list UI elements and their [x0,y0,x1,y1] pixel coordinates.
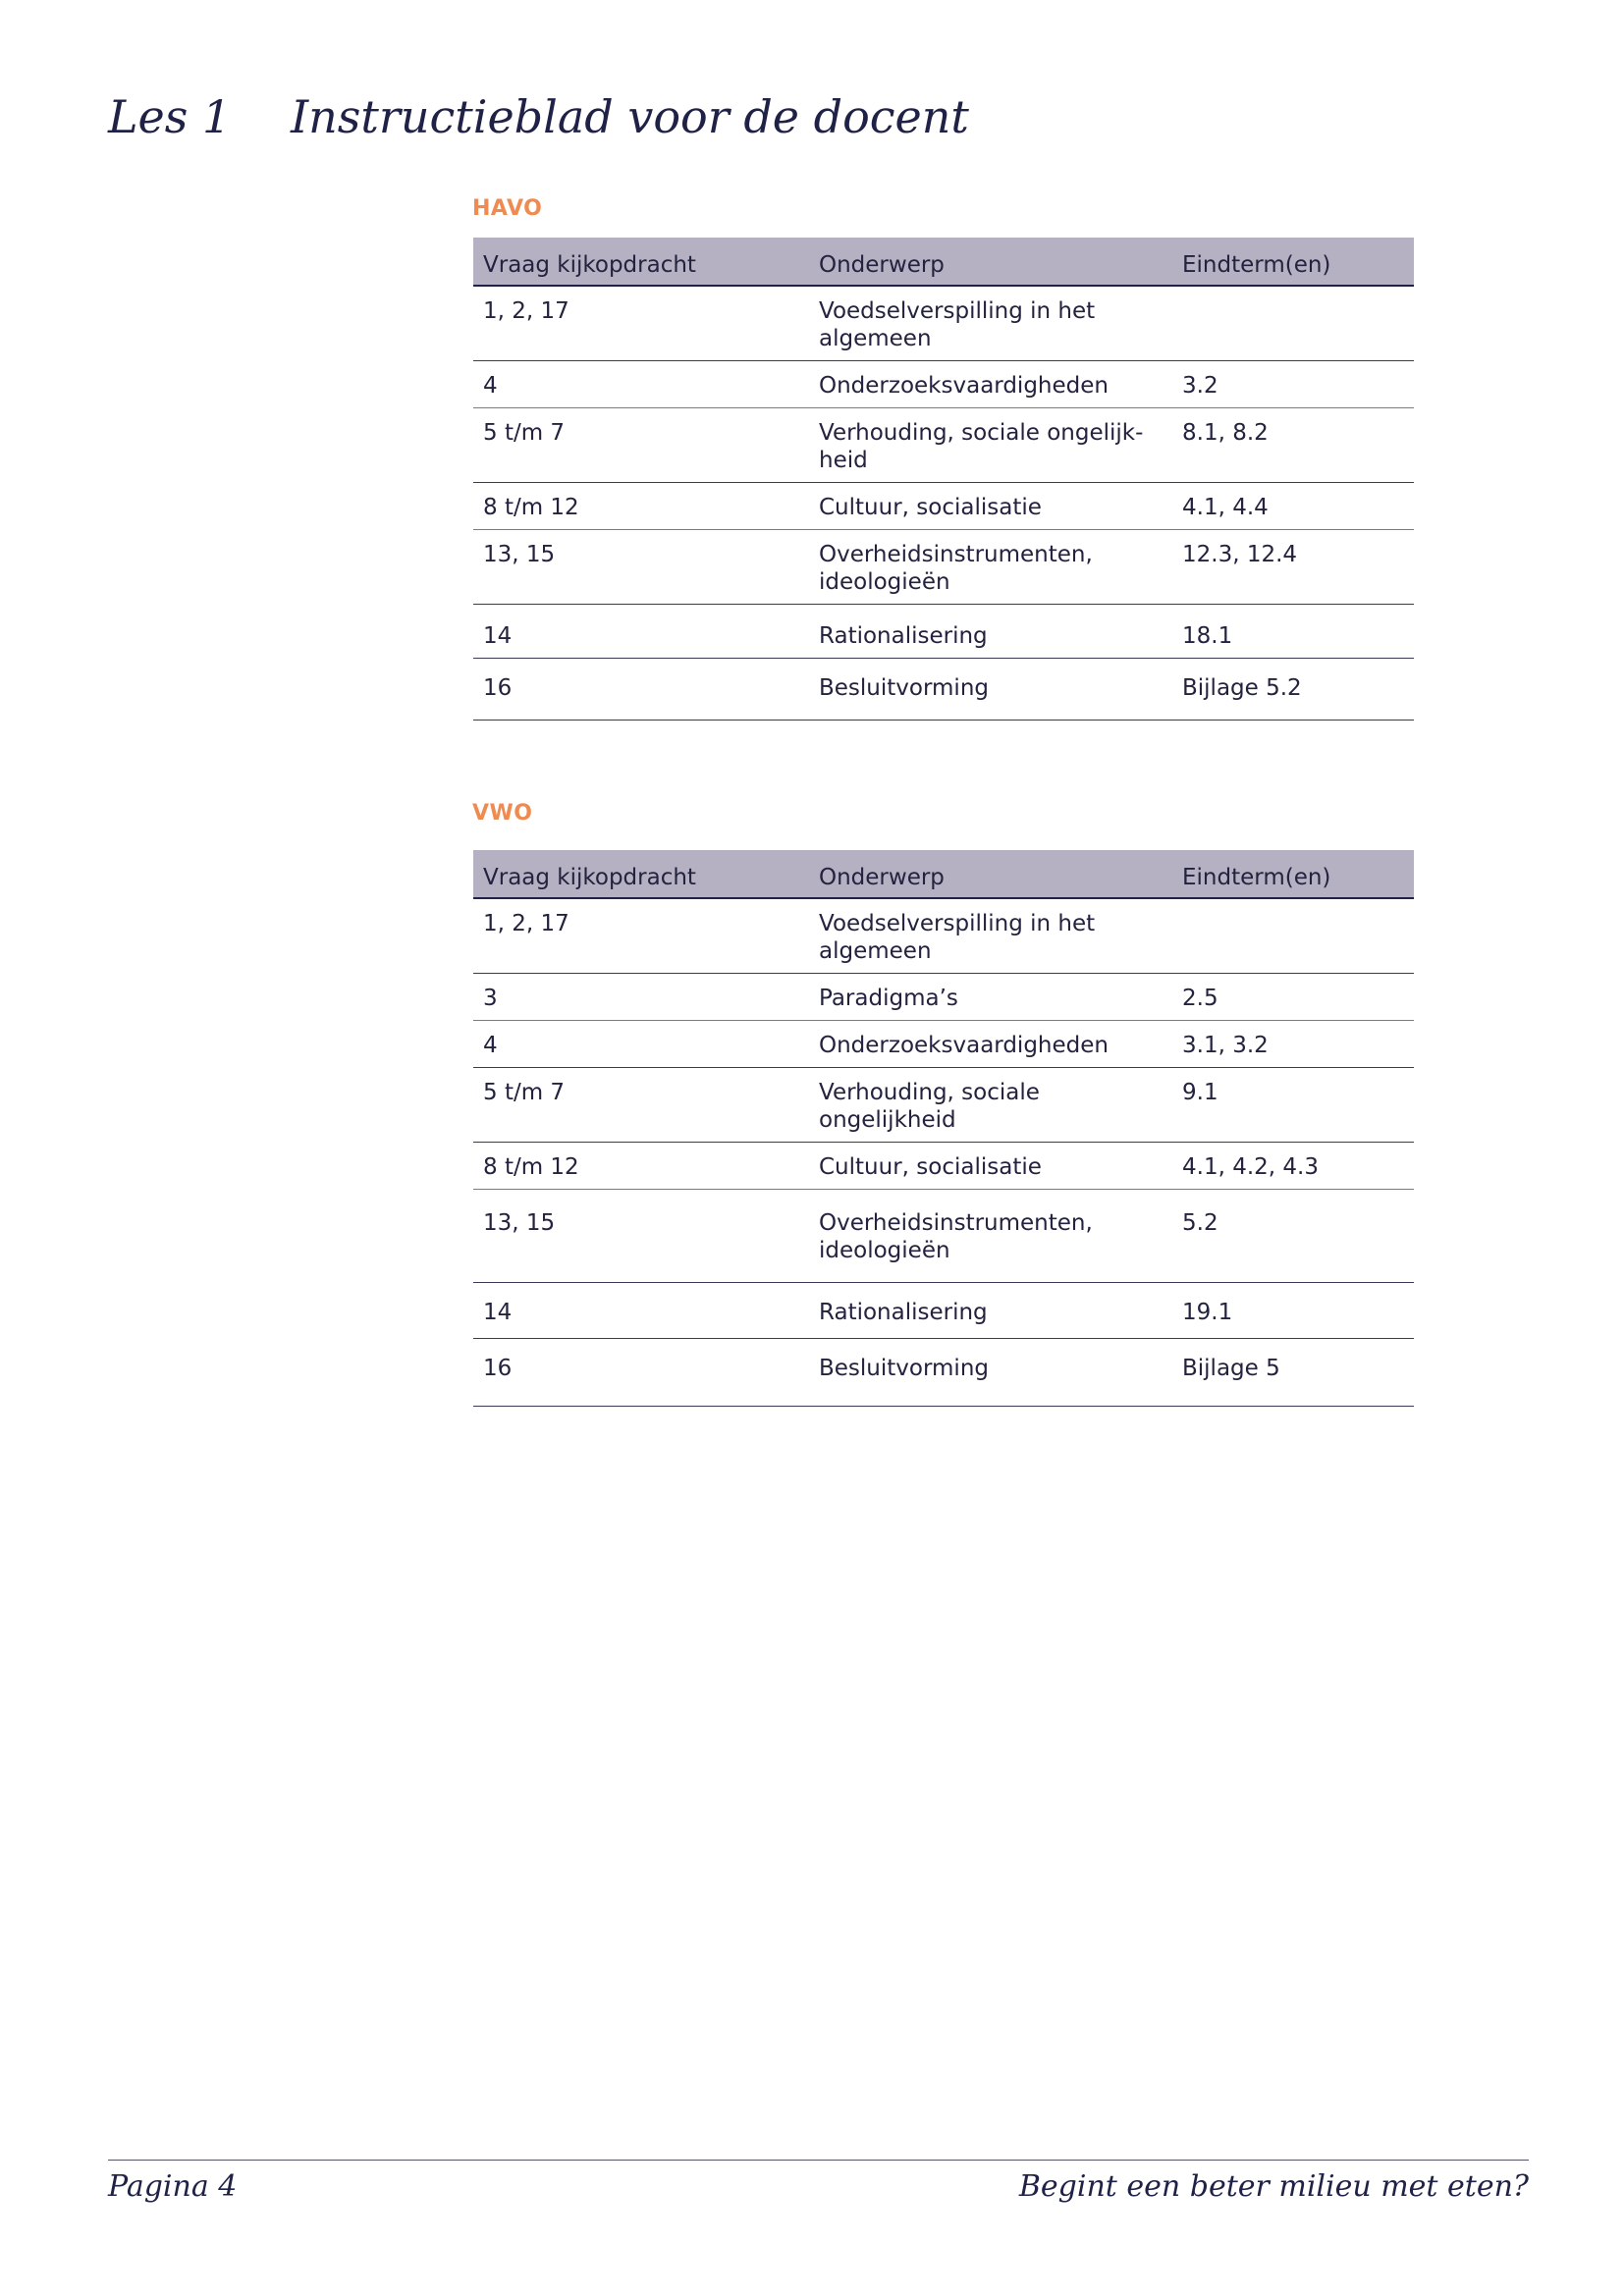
table-row [473,483,1414,530]
cell-question: 5 t/m 7 [473,408,809,483]
table-header-row [473,238,1414,286]
table-row [473,605,1414,659]
cell-question: 4 [473,1021,809,1068]
cell-topic: Overheidsinstrumenten, ideologieën [809,530,1172,605]
cell-endterms: Bijlage 5.2 [1172,659,1414,721]
havo-table [473,238,1414,721]
cell-endterms: 3.1, 3.2 [1172,1021,1414,1068]
cell-question: 5 t/m 7 [473,1068,809,1143]
table-row [473,974,1414,1021]
cell-topic: Paradigma’s [809,974,1172,1021]
cell-endterms: 2.5 [1172,974,1414,1021]
cell-topic: Voedselverspilling in het algemeen [809,898,1172,974]
cell-topic: Cultuur, socialisatie [809,483,1172,530]
cell-topic: Rationalisering [809,1283,1172,1339]
lesson-number: Les 1 [108,90,232,143]
cell-topic: Besluitvorming [809,1339,1172,1407]
table-row [473,361,1414,408]
cell-question: 14 [473,1283,809,1339]
cell-endterms: Bijlage 5 [1172,1339,1414,1407]
cell-endterms [1172,898,1414,974]
cell-topic: Onderzoeksvaardigheden [809,1021,1172,1068]
table-row [473,1339,1414,1407]
cell-topic: Onderzoeksvaardigheden [809,361,1172,408]
cell-question: 3 [473,974,809,1021]
cell-topic: Rationalisering [809,605,1172,659]
cell-question: 8 t/m 12 [473,483,809,530]
column-header-endterms: Eindterm(en) [1172,850,1414,898]
havo-section-label: HAVO [472,196,543,221]
cell-question: 1, 2, 17 [473,898,809,974]
cell-question: 4 [473,361,809,408]
cell-endterms: 4.1, 4.4 [1172,483,1414,530]
table-header-row [473,850,1414,898]
cell-question: 13, 15 [473,530,809,605]
cell-endterms: 5.2 [1172,1190,1414,1283]
cell-endterms: 12.3, 12.4 [1172,530,1414,605]
column-header-question: Vraag kijkopdracht [473,850,809,898]
cell-endterms: 8.1, 8.2 [1172,408,1414,483]
cell-topic: Besluitvorming [809,659,1172,721]
page-title: Instructieblad voor de docent [291,90,969,143]
table-row [473,1068,1414,1143]
cell-topic: Verhouding, sociale ongelijkheid [809,1068,1172,1143]
page-number: Pagina 4 [108,2169,238,2204]
vwo-table [473,850,1414,1407]
table-row [473,1021,1414,1068]
cell-topic: Cultuur, socialisatie [809,1143,1172,1190]
table-row [473,1283,1414,1339]
cell-topic: Voedselverspilling in het algemeen [809,286,1172,361]
footer-subtitle: Begint een beter milieu met eten? [1018,2169,1529,2204]
cell-endterms: 19.1 [1172,1283,1414,1339]
table-row [473,286,1414,361]
column-header-question: Vraag kijkopdracht [473,238,809,286]
column-header-topic: Onderwerp [809,850,1172,898]
cell-topic: Overheidsinstrumenten, ideologieën [809,1190,1172,1283]
cell-question: 16 [473,1339,809,1407]
cell-endterms: 4.1, 4.2, 4.3 [1172,1143,1414,1190]
table-row [473,530,1414,605]
cell-topic: Verhouding, sociale ongelijk-heid [809,408,1172,483]
cell-endterms: 3.2 [1172,361,1414,408]
cell-question: 13, 15 [473,1190,809,1283]
cell-endterms: 9.1 [1172,1068,1414,1143]
page-header [108,90,1522,159]
table-row [473,1143,1414,1190]
cell-question: 1, 2, 17 [473,286,809,361]
table-row [473,1190,1414,1283]
cell-question: 16 [473,659,809,721]
cell-question: 14 [473,605,809,659]
column-header-endterms: Eindterm(en) [1172,238,1414,286]
column-header-topic: Onderwerp [809,238,1172,286]
table-row [473,898,1414,974]
vwo-section-label: VWO [472,801,533,826]
footer-divider [108,2160,1529,2161]
table-row [473,659,1414,721]
cell-endterms [1172,286,1414,361]
table-row [473,408,1414,483]
cell-question: 8 t/m 12 [473,1143,809,1190]
cell-endterms: 18.1 [1172,605,1414,659]
